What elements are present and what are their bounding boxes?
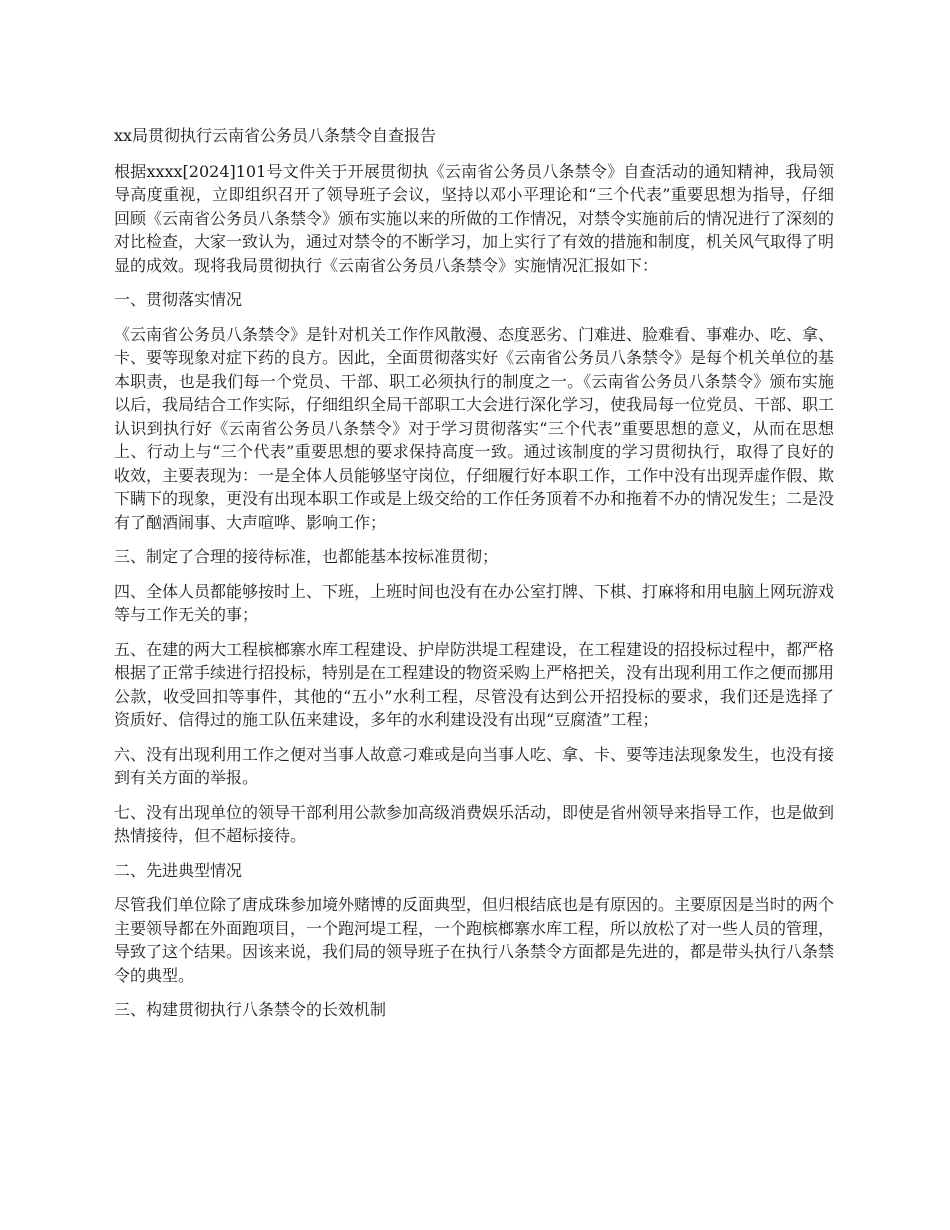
item-no-abuse: 六、没有出现利用工作之便对当事人故意刁难或是向当事人吃、拿、卡、要等违法现象发生，也没有接到有关方面的举报。 <box>114 744 835 787</box>
document-page <box>114 124 834 1033</box>
item-working-hours: 四、全体人员都能够按时上、下班，上班时间也没有在办公室打牌、下棋、打麻将和用电脑上网玩游戏等与工作无关的事； <box>114 581 835 624</box>
typical-cases-paragraph: 尽管我们单位除了唐成珠参加境外赌博的反面典型，但归根结底也是有原因的。主要原因是当时的两个主要领导都在外面跑项目，一个跑河堤工程，一个跑槟榔寨水库工程，所以放松了对一些人员的管理，导致了这个结果。因该来说，我们局的领导班子在执行八条禁令方面都是先进的，都是带头执行八条禁令的典型。 <box>114 895 835 985</box>
implementation-paragraph: 《云南省公务员八条禁令》是针对机关工作作风散漫、态度恶劣、门难进、脸难看、事难办、吃、拿、卡、要等现象对症下药的良方。因此，全面贯彻落实好《云南省公务员八条禁令》是每个机关单位的基本职责，也是我们每一个党员、干部、职工必须执行的制度之一。《云南省公务员八条禁令》颁布实施以后，我局结合工作实际，仔细组织全局干部职工大会进行深化学习，使我局每一位党员、干部、职工认识到执行好《云南省公务员八条禁令》对于学习贯彻落实“三个代表”重要思想的意义，从而在思想上、行动上与“三个代表”重要思想的要求保持高度一致。通过该制度的学习贯彻执行，取得了良好的收效，主要表现为：一是全体人员能够坚守岗位，仔细履行好本职工作，工作中没有出现弄虚作假、欺下瞒下的现象，更没有出现本职工作或是上级交给的工作任务顶着不办和拖着不办的情况发生；二是没有了酗酒闹事、大声喧哗、影响工作； <box>114 324 835 532</box>
section-heading-implementation: 一、贯彻落实情况 <box>114 290 243 309</box>
item-construction-bidding: 五、在建的两大工程槟榔寨水库工程建设、护岸防洪堤工程建设，在工程建设的招投标过程中，都严格根据了正常手续进行招投标，特别是在工程建设的物资采购上严格把关，没有出现利用工作之便而挪用公款，收受回扣等事件，其他的“五小”水利工程，尽管没有达到公开招投标的要求，我们还是选择了资质好、信得过的施工队伍来建设，多年的水利建设没有出现“豆腐渣”工程； <box>114 639 835 729</box>
intro-paragraph: 根据xxxx[2024]101号文件关于开展贯彻执《云南省公务员八条禁令》自查活动的通知精神，我局领导高度重视，立即组织召开了领导班子会议，坚持以邓小平理论和“三个代表”重要思想为指导，仔细回顾《云南省公务员八条禁令》颁布实施以来的所做的工作情况，对禁令实施前后的情况进行了深刻的对比检查，大家一致认为，通过对禁令的不断学习，加上实行了有效的措施和制度，机关风气取得了明显的成效。现将我局贯彻执行《云南省公务员八条禁令》实施情况汇报如下： <box>114 161 835 275</box>
item-reception-standard: 三、制定了合理的接待标准，也都能基本按标准贯彻； <box>114 547 499 566</box>
section-heading-typical-cases: 二、先进典型情况 <box>114 860 243 880</box>
item-no-luxury-entertainment: 七、没有出现单位的领导干部利用公款参加高级消费娱乐活动，即使是省州领导来指导工作，也是做到热情接待，但不超标接待。 <box>114 802 835 845</box>
document-title: xx局贯彻执行云南省公务员八条禁令自查报告 <box>114 126 437 145</box>
section-heading-long-term-mechanism: 三、构建贯彻执行八条禁令的长效机制 <box>114 1000 387 1019</box>
